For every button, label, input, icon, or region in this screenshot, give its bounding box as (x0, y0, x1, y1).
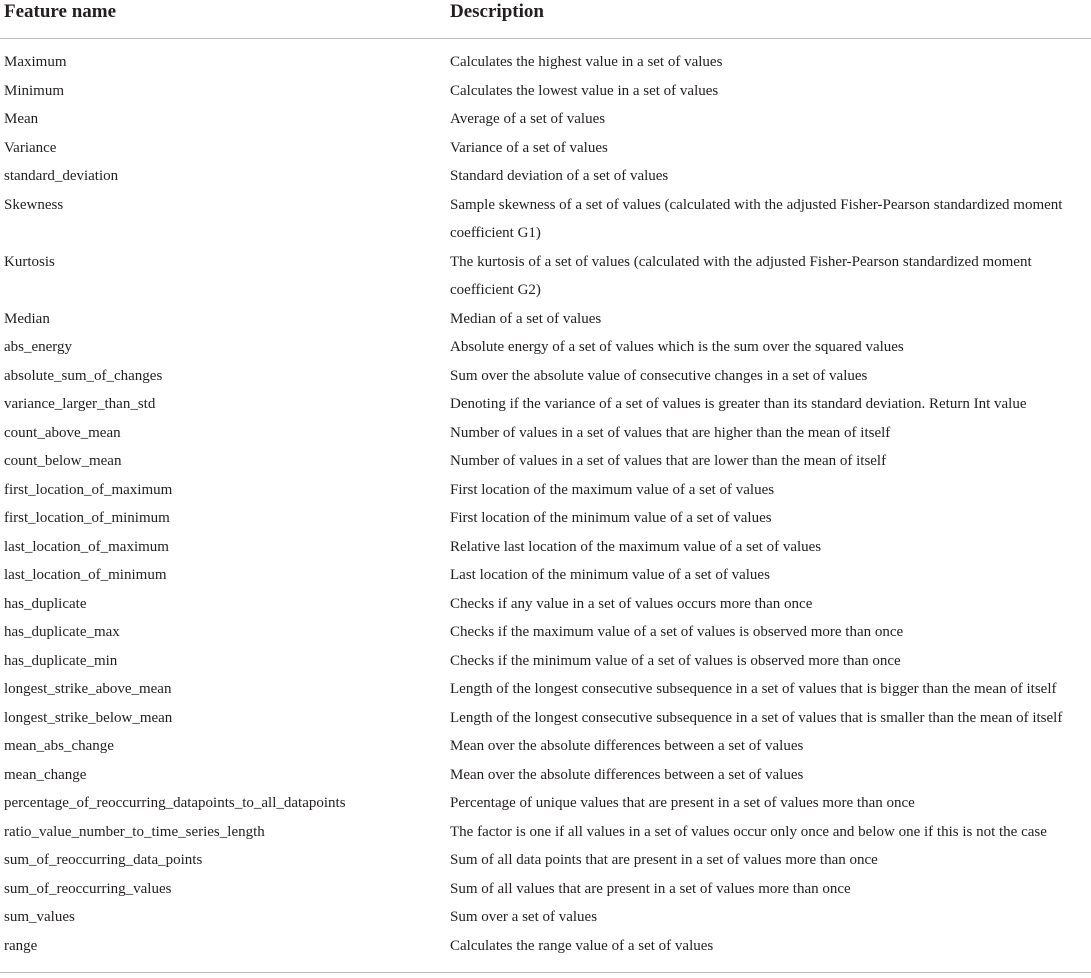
feature-name-cell: has_duplicate_min (4, 652, 118, 669)
description-cell: Number of values in a set of values that are higher than the mean of itself (450, 424, 891, 441)
table-row (0, 39, 1091, 77)
feature-name-cell: has_duplicate (4, 595, 87, 612)
feature-name-cell: sum_of_reoccurring_data_points (4, 852, 203, 868)
feature-name-cell: last_location_of_maximum (4, 538, 169, 555)
table-row (0, 134, 1091, 163)
table-row (0, 647, 1091, 676)
feature-name-cell: Kurtosis (4, 253, 55, 270)
description-cell: First location of the minimum value of a set of values (450, 510, 772, 526)
description-cell: Calculates the lowest value in a set of values (450, 82, 719, 99)
feature-name-cell: first_location_of_minimum (4, 510, 170, 526)
feature-name-cell: first_location_of_maximum (4, 481, 173, 498)
table-row (0, 590, 1091, 619)
description-cell: Mean over the absolute differences between a set of values (450, 738, 804, 754)
feature-name-cell: count_below_mean (4, 453, 122, 469)
description-cell: Standard deviation of a set of values (450, 168, 669, 184)
table-row (0, 761, 1091, 790)
feature-name-cell: count_above_mean (4, 424, 121, 441)
table-row (0, 618, 1091, 647)
description-cell: Calculates the highest value in a set of values (450, 54, 723, 70)
feature-name-cell: sum_values (4, 909, 75, 925)
description-cell: Variance of a set of values (450, 139, 608, 156)
table-row (0, 932, 1091, 974)
table-row (0, 818, 1091, 847)
header-feature-name: Feature name (0, 0, 446, 39)
description-cell: Length of the longest consecutive subsequence in a set of values that is bigger than the mean of itself (450, 681, 1057, 697)
table-row (0, 476, 1091, 505)
table-row (0, 362, 1091, 391)
table-row (0, 77, 1091, 106)
feature-name-cell: Median (4, 310, 50, 327)
description-cell: Mean over the absolute differences between a set of values (450, 766, 804, 783)
description-cell: Checks if any value in a set of values occurs more than once (450, 595, 813, 612)
description-cell: Sum over a set of values (450, 909, 598, 925)
table-row (0, 191, 1091, 248)
table-bottom-rule (0, 972, 1091, 973)
description-cell: First location of the maximum value of a set of values (450, 481, 775, 498)
table-body (0, 39, 1091, 974)
feature-name-cell: ratio_value_number_to_time_series_length (4, 823, 265, 840)
feature-name-cell: has_duplicate_max (4, 624, 120, 640)
feature-name-cell: Minimum (4, 82, 65, 99)
table-row (0, 162, 1091, 191)
description-cell: Last location of the minimum value of a set of values (450, 567, 770, 583)
table-row (0, 390, 1091, 419)
feature-name-cell: range (4, 937, 38, 954)
table-row (0, 447, 1091, 476)
description-cell: The factor is one if all values in a set of values occur only once and below one if this is not the case (450, 823, 1047, 840)
table-row (0, 732, 1091, 761)
table-row (0, 704, 1091, 733)
description-cell: Sum over the absolute value of consecutive changes in a set of values (450, 367, 868, 384)
feature-name-cell: sum_of_reoccurring_values (4, 880, 172, 897)
table-row (0, 875, 1091, 904)
description-cell: Sum of all data points that are present in a set of values more than once (450, 852, 878, 868)
feature-name-cell: Skewness (4, 196, 64, 213)
description-cell: Sample skewness of a set of values (calculated with the adjusted Fisher-Pearson standardized moment coefficient G1) (450, 196, 1063, 241)
description-cell: Median of a set of values (450, 310, 602, 327)
description-cell: Denoting if the variance of a set of values is greater than its standard deviation. Return Int value (450, 396, 1027, 412)
table-row (0, 419, 1091, 448)
description-cell: Calculates the range value of a set of values (450, 937, 714, 954)
table-row (0, 105, 1091, 134)
description-cell: Percentage of unique values that are present in a set of values more than once (450, 795, 915, 811)
header-description: Description (446, 0, 1091, 39)
table-row (0, 504, 1091, 533)
feature-name-cell: abs_energy (4, 339, 73, 355)
description-cell: Relative last location of the maximum value of a set of values (450, 538, 822, 555)
feature-name-cell: last_location_of_minimum (4, 567, 167, 583)
table-row (0, 789, 1091, 818)
description-cell: Checks if the maximum value of a set of values is observed more than once (450, 624, 904, 640)
description-cell: Length of the longest consecutive subsequence in a set of values that is smaller than the mean of itself (450, 709, 1063, 726)
table-row (0, 248, 1091, 305)
feature-name-cell: percentage_of_reoccurring_datapoints_to_all_datapoints (4, 795, 346, 811)
description-cell: The kurtosis of a set of values (calculated with the adjusted Fisher-Pearson standardized moment coefficient G2) (450, 253, 1032, 298)
description-cell: Absolute energy of a set of values which is the sum over the squared values (450, 339, 904, 355)
feature-name-cell: variance_larger_than_std (4, 396, 156, 412)
table-row (0, 675, 1091, 704)
table-row (0, 561, 1091, 590)
table-row (0, 846, 1091, 875)
description-cell: Checks if the minimum value of a set of values is observed more than once (450, 652, 901, 669)
table-row (0, 533, 1091, 562)
description-cell: Sum of all values that are present in a set of values more than once (450, 880, 851, 897)
description-cell: Average of a set of values (450, 111, 606, 127)
feature-name-cell: absolute_sum_of_changes (4, 367, 163, 384)
table-row (0, 903, 1091, 932)
feature-name-cell: mean_change (4, 766, 87, 783)
feature-name-cell: Variance (4, 139, 57, 156)
feature-name-cell: longest_strike_above_mean (4, 681, 172, 697)
table-row (0, 333, 1091, 362)
feature-name-cell: mean_abs_change (4, 738, 114, 754)
table-row (0, 305, 1091, 334)
description-cell: Number of values in a set of values that are lower than the mean of itself (450, 453, 887, 469)
header-row (0, 0, 1091, 39)
feature-name-cell: longest_strike_below_mean (4, 709, 173, 726)
feature-name-cell: Maximum (4, 54, 67, 70)
feature-name-cell: standard_deviation (4, 168, 119, 184)
table-header (0, 0, 1091, 39)
feature-name-cell: Mean (4, 111, 39, 127)
